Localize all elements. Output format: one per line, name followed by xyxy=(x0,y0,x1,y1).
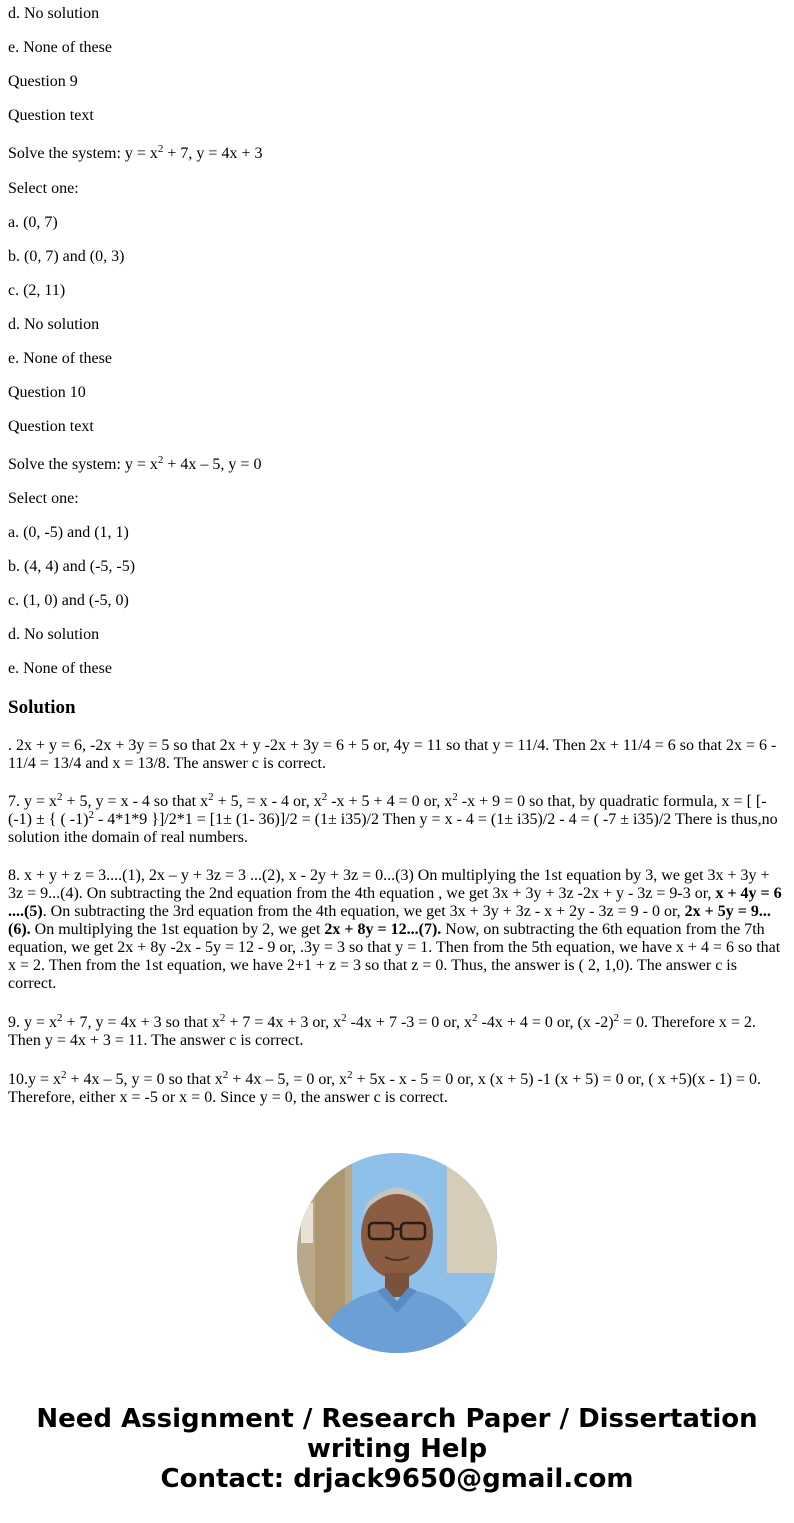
footer-contact[interactable]: Contact: drjack9650@gmail.com xyxy=(160,1464,634,1494)
author-photo xyxy=(297,1153,497,1353)
q10-text-label: Question text xyxy=(8,418,94,435)
author-portrait xyxy=(297,1153,497,1353)
q9-prompt: Solve the system: $y = x^2 + 7$, y = 4x + 3 xyxy=(8,143,263,162)
q10-select-one: Select one: xyxy=(8,490,79,507)
q10-option-a[interactable]: a. (0, -5) and (1, 1) xyxy=(8,524,129,541)
q9-option-a[interactable]: a. (0, 7) xyxy=(8,214,58,231)
solution-heading: Solution xyxy=(8,697,76,718)
q9-option-e[interactable]: e. None of these xyxy=(8,350,112,367)
q8-option-e: e. None of these xyxy=(8,39,112,56)
footer-line-1: Need Assignment / Research Paper / Dissertation xyxy=(36,1404,758,1434)
solution-paragraph-9: 9. $y = x^2 + 7$, y = 4x + 3 so that $x^2 + 7 = 4x + 3$ or, $x^2$ -4x + 7 -3 = 0 or, $x^2$ -4x + 4 = 0 or, (x -2)$^2$ = 0. Therefore x = 2. Then y = 4x + 3 = 11. The answer c is correct. xyxy=(8,1012,756,1049)
q9-text-label: Question text xyxy=(8,107,94,124)
q9-option-c[interactable]: c. (2, 11) xyxy=(8,282,66,299)
solution-paragraph-10: $10.y = x^2 + 4x - 5$, y = 0 so that $x^2 + 4x - 5$, = 0 or, $x^2 + 5x - x - 5 = 0$ or, x (x + 5) -1 (x + 5) = 0 or, ( x +5)(x - 1) = 0. Therefore, either x = -5 or x = 0. Since y = 0, the answer c is correct. xyxy=(8,1069,762,1106)
q9-heading: Question 9 xyxy=(8,73,78,90)
solution-paragraph-6: . 2x + y = 6, -2x + 3y = 5 so that 2x + y -2x + 3y = 6 + 5 or, 4y = 11 so that y = 11/4. Then 2x + 11/4 = 6 so that 2x = 6 - 11/4 = 13/4 and x = 13/8. The answer c is correct. xyxy=(8,737,777,772)
solution-paragraph-7: 7. $y = x^2 + 5$, y = x - 4 so that $x^2 + 5$, = x - 4 or, $x^2$ -x + 5 + 4 = 0 or, $x^2$ -x + 9 = 0 so that, by quadratic formula, x = [ [-(-1) ± { ( -1)$^2$ - 4*1*9 }]/2*1 = [1± (1- 36)]/2 = (1± i35)/2 Then y = x - 4 = (1± i35)/2 - 4 = ( -7 ± i35)/2 There is thus,no solution ithe domain of real numbers. xyxy=(8,791,778,846)
q10-heading: Question 10 xyxy=(8,384,86,401)
footer-line-2: writing Help xyxy=(306,1434,488,1464)
q9-option-b[interactable]: b. (0, 7) and (0, 3) xyxy=(8,248,125,265)
solution-paragraph-8: 8. x + y + z = 3....(1), 2x – y + 3z = 3 ...(2), x - 2y + 3z = 0...(3) On multiplying the 1st equation by 3, we get 3x + 3y + 3z = 9...(4). On subtracting the 2nd equation from the 4th equation , we get 3x + 3y + 3z -2x + y - 3z = 9-3 or, x + 4y = 6 ....(5). On subtracting the 3rd equation from the 4th equation, we get 3x + 3y + 3z - x + 2y - 3z = 9 - 0 or, 2x + 5y = 9...(6). On multiplying the 1st equation by 2, we get 2x + 8y = 12...(7). Now, on subtracting the 6th equation from the 7th equation, we get 2x + 8y -2x - 5y = 12 - 9 or, .3y = 3 so that y = 1. Then from the 5th equation, we have x + 4 = 6 so that x = 2. Then from the 1st equation, we have 2+1 + z = 3 so that z = 0. Thus, the answer is ( 2, 1,0). The answer c is correct. xyxy=(8,867,782,992)
q9-select-one: Select one: xyxy=(8,180,79,197)
q10-option-e[interactable]: e. None of these xyxy=(8,660,112,677)
q9-option-d[interactable]: d. No solution xyxy=(8,316,100,333)
q8-option-d: d. No solution xyxy=(8,5,100,22)
q10-option-c[interactable]: c. (1, 0) and (-5, 0) xyxy=(8,592,129,609)
q10-prompt: Solve the system: $y = x^2 + 4x - 5$, y = 0 xyxy=(8,454,262,473)
q10-option-b[interactable]: b. (4, 4) and (-5, -5) xyxy=(8,558,136,575)
q10-option-d[interactable]: d. No solution xyxy=(8,626,100,643)
